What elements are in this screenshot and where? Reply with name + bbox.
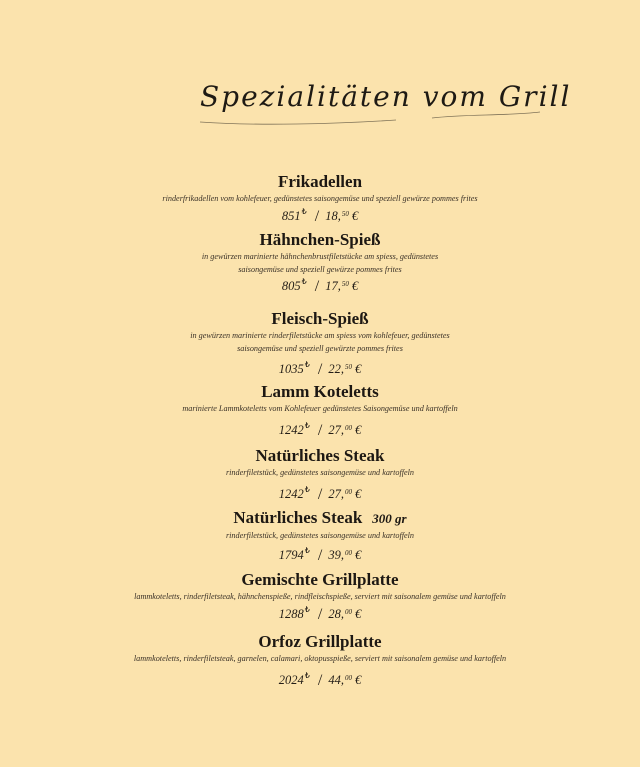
euro-sign-icon: € xyxy=(354,672,362,687)
price-separator: / xyxy=(317,361,323,378)
menu-item-name-text: Frikadellen xyxy=(277,172,363,191)
lira-sign-icon: ₺ xyxy=(301,206,307,216)
price-eur-cents: 00 xyxy=(344,423,352,432)
menu-item-description: marinierte Lammkoteletts vom Kohlefeuer gedünstetes Saisongemüse und kartoffeln xyxy=(182,404,458,413)
lira-sign-icon: ₺ xyxy=(304,360,310,369)
menu-item-name xyxy=(0,632,640,652)
price-try: 1794 xyxy=(278,547,304,562)
price-separator: / xyxy=(314,278,320,295)
menu-item-name xyxy=(0,230,640,250)
menu-item-name-text: Gemischte Grillplatte xyxy=(241,570,399,589)
menu-item-description: rinderfrikadellen vom kohlefeuer, gedünstetes saisongemüse und speziell gewürze pommes frites xyxy=(162,194,478,203)
lira-sign-icon: ₺ xyxy=(304,420,310,430)
menu-item-name xyxy=(0,309,640,329)
price-eur: 17, xyxy=(325,279,341,293)
price-separator: / xyxy=(317,605,323,623)
price-separator: / xyxy=(317,546,323,564)
menu-item-name-text: Fleisch-Spieß xyxy=(271,309,369,328)
menu-item-name-text: Orfoz Grillplatte xyxy=(258,632,382,651)
menu-item-price xyxy=(0,421,640,439)
euro-sign-icon: € xyxy=(351,208,359,223)
price-eur-cents: 50 xyxy=(341,280,349,288)
lira-sign-icon: ₺ xyxy=(304,545,310,555)
menu-item xyxy=(0,230,640,295)
menu-item-description: saisongemüse und speziell gewürzte pommes frites xyxy=(237,343,403,353)
menu-item-name-text: Lamm Koteletts xyxy=(261,382,379,401)
menu-item-price xyxy=(0,546,640,564)
price-eur: 39, xyxy=(328,547,344,562)
menu-item-name xyxy=(0,508,640,529)
menu-item-name-text: Hähnchen-Spieß xyxy=(259,230,381,249)
price-eur: 22, xyxy=(328,362,344,376)
lira-sign-icon: ₺ xyxy=(304,604,310,614)
menu-item xyxy=(0,172,640,225)
menu-item-description: lammkoteletts, rinderfiletsteak, garnelen, calamari, oktopusspieße, serviert mit saisonalem gemüse und kartoffeln xyxy=(133,654,507,663)
menu-item-name xyxy=(0,446,640,466)
menu-item xyxy=(0,508,640,564)
menu-item xyxy=(0,309,640,378)
page-title: Spezialitäten vom Grill xyxy=(200,80,572,113)
lira-sign-icon: ₺ xyxy=(301,277,307,286)
price-eur-cents: 00 xyxy=(344,548,352,557)
menu-item-name-text: Natürliches Steak xyxy=(255,446,385,465)
price-eur-cents: 50 xyxy=(341,209,349,218)
menu-item xyxy=(0,382,640,439)
menu-item-description: rinderfiletstück, gedünstetes saisongemüse und kartoffeln xyxy=(225,531,415,540)
menu-item-name xyxy=(0,172,640,192)
menu-item-price xyxy=(0,277,640,295)
price-try: 851 xyxy=(281,208,301,223)
euro-sign-icon: € xyxy=(354,362,362,376)
menu-item-name xyxy=(0,570,640,590)
euro-sign-icon: € xyxy=(354,486,362,501)
menu-item xyxy=(0,570,640,623)
price-try: 805 xyxy=(281,279,301,293)
price-eur: 28, xyxy=(328,606,344,621)
price-eur: 18, xyxy=(325,208,341,223)
lira-sign-icon: ₺ xyxy=(304,484,310,494)
price-eur: 27, xyxy=(328,422,344,437)
menu-item-description: saisongemüse und speziell gewürze pommes frites xyxy=(238,264,402,274)
menu-item-price xyxy=(0,485,640,503)
menu-item-price xyxy=(0,207,640,225)
menu-item-name-text: Natürliches Steak xyxy=(233,508,363,527)
menu-item xyxy=(0,446,640,503)
euro-sign-icon: € xyxy=(351,279,359,293)
price-eur-cents: 00 xyxy=(344,607,352,616)
menu-item-price xyxy=(0,360,640,378)
price-eur-cents: 00 xyxy=(344,487,352,496)
price-separator: / xyxy=(317,421,323,439)
price-try: 1035 xyxy=(278,362,304,376)
menu-item-description: rinderfiletstück, gedünstetes saisongemüse und kartoffeln xyxy=(225,468,415,477)
menu-item-price xyxy=(0,671,640,689)
menu-item-description: in gewürzen marinierte hähnchenbrustfiletstücke am spiess, gedünstetes xyxy=(201,252,439,261)
menu-item-portion: 300 gr xyxy=(372,511,407,526)
menu-item-price xyxy=(0,605,640,623)
euro-sign-icon: € xyxy=(354,422,362,437)
menu-item xyxy=(0,632,640,689)
price-try: 1288 xyxy=(278,606,304,621)
price-eur-cents: 50 xyxy=(344,363,352,371)
price-eur: 44, xyxy=(328,672,344,687)
lira-sign-icon: ₺ xyxy=(304,670,310,680)
price-separator: / xyxy=(317,671,323,689)
price-try: 1242 xyxy=(278,486,304,501)
price-eur: 27, xyxy=(328,486,344,501)
euro-sign-icon: € xyxy=(354,606,362,621)
menu-item-description: in gewürzen marinierte rinderfiletstücke am spiess vom kohlefeuer, gedünstetes xyxy=(190,331,450,340)
price-try: 1242 xyxy=(278,422,304,437)
price-eur-cents: 00 xyxy=(344,673,352,682)
euro-sign-icon: € xyxy=(354,547,362,562)
menu-item-name xyxy=(0,382,640,402)
price-separator: / xyxy=(314,207,320,225)
price-separator: / xyxy=(317,485,323,503)
menu-item-description: lammkoteletts, rinderfiletsteak, hähnchenspieße, rindfleischspieße, serviert mit saisonalem gemüse und kartoffeln xyxy=(134,592,506,601)
price-try: 2024 xyxy=(278,672,304,687)
